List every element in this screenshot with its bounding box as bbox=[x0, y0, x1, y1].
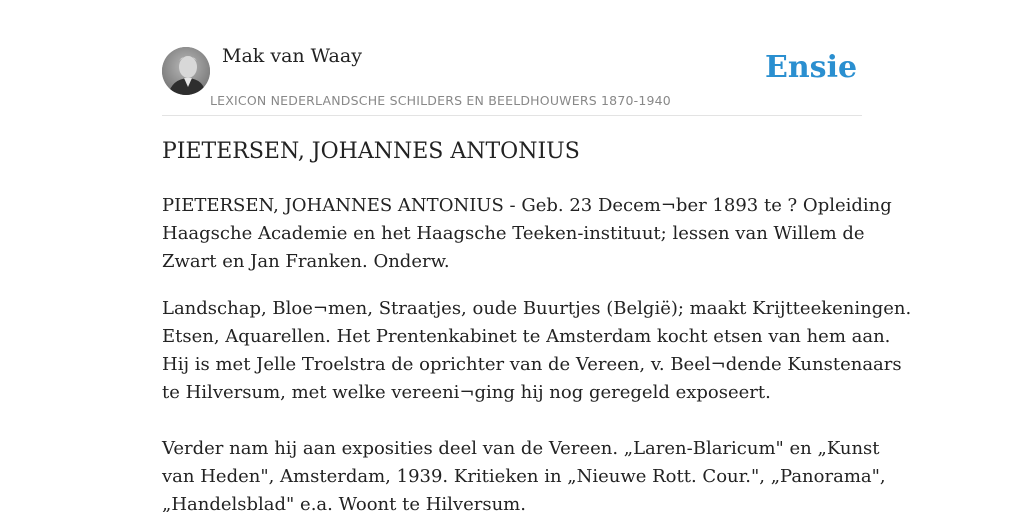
article-paragraph-1 bbox=[162, 192, 892, 276]
author-name[interactable]: Mak van Waay bbox=[222, 45, 362, 67]
ensie-logo[interactable]: Ensie bbox=[765, 50, 858, 85]
text-line: te Hilversum, met welke vereeni¬ging hij nog geregeld exposeert. bbox=[162, 382, 771, 403]
author-avatar bbox=[162, 47, 210, 95]
text-line: Verder nam hij aan exposities deel van de Vereen. „Laren-Blaricum" en „Kunst bbox=[162, 438, 880, 459]
source-title[interactable]: LEXICON NEDERLANDSCHE SCHILDERS EN BEELDHOUWERS 1870-1940 bbox=[210, 93, 671, 108]
text-line: „Handelsblad" e.a. Woont te Hilversum. bbox=[162, 494, 526, 512]
text-line: van Heden", Amsterdam, 1939. Kritieken in „Nieuwe Rott. Cour.", „Panorama", bbox=[162, 466, 886, 487]
header-divider bbox=[162, 115, 862, 116]
text-line: Etsen, Aquarellen. Het Prentenkabinet te Amsterdam kocht etsen van hem aan. bbox=[162, 326, 891, 347]
article-title: PIETERSEN, JOHANNES ANTONIUS bbox=[162, 139, 580, 164]
text-line: Haagsche Academie en het Haagsche Teeken-instituut; lessen van Willem de bbox=[162, 223, 865, 244]
article-paragraph-3 bbox=[162, 435, 886, 512]
author-portrait-icon bbox=[162, 47, 210, 95]
text-line: Zwart en Jan Franken. Onderw. bbox=[162, 251, 450, 272]
text-line: PIETERSEN, JOHANNES ANTONIUS - Geb. 23 Decem¬ber 1893 te ? Opleiding bbox=[162, 195, 892, 216]
article-paragraph-2 bbox=[162, 295, 912, 407]
text-line: Landschap, Bloe¬men, Straatjes, oude Buurtjes (België); maakt Krijtteekeningen. bbox=[162, 298, 912, 319]
text-line: Hij is met Jelle Troelstra de oprichter van de Vereen, v. Beel¬dende Kunstenaars bbox=[162, 354, 902, 375]
